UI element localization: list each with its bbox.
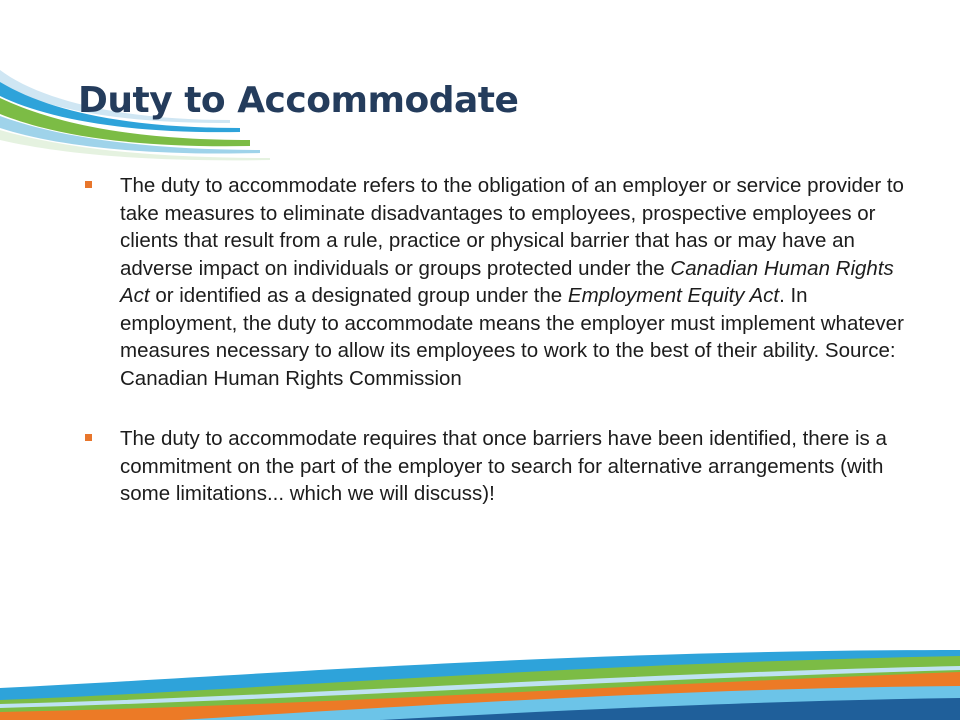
bullet-text: The duty to accommodate refers to the obligation of an employer or service provider to take measures to eliminate disadvantages to employees, prospective employees or clients that result from a rule, practice or physical barrier that has or may have an adverse impact on individuals or groups protected under the Canadian Human Rights Act or identified as a designated group under the Employment Equity Act. In employment, the duty to accommodate means the employer must implement whatever measures necessary to allow its employees to work to the best of their ability. Source: Canadian Human Rights Commission: [120, 174, 904, 390]
square-bullet-icon: [85, 434, 92, 441]
bullet-item: [82, 425, 932, 508]
slide-title: Duty to Accommodate: [78, 80, 519, 121]
square-bullet-icon: [85, 181, 92, 188]
act-name-eea: Employment Equity Act: [567, 284, 780, 307]
act-name-chra: Canadian Human Rights Act: [120, 256, 894, 307]
bullet-text: The duty to accommodate requires that once barriers have been identified, there is a commitment on the part of the employer to search for alternative arrangements (with some limitations... which we will discuss)!: [120, 427, 887, 505]
bullet-list: [82, 172, 932, 508]
bullet-item: [82, 172, 932, 392]
